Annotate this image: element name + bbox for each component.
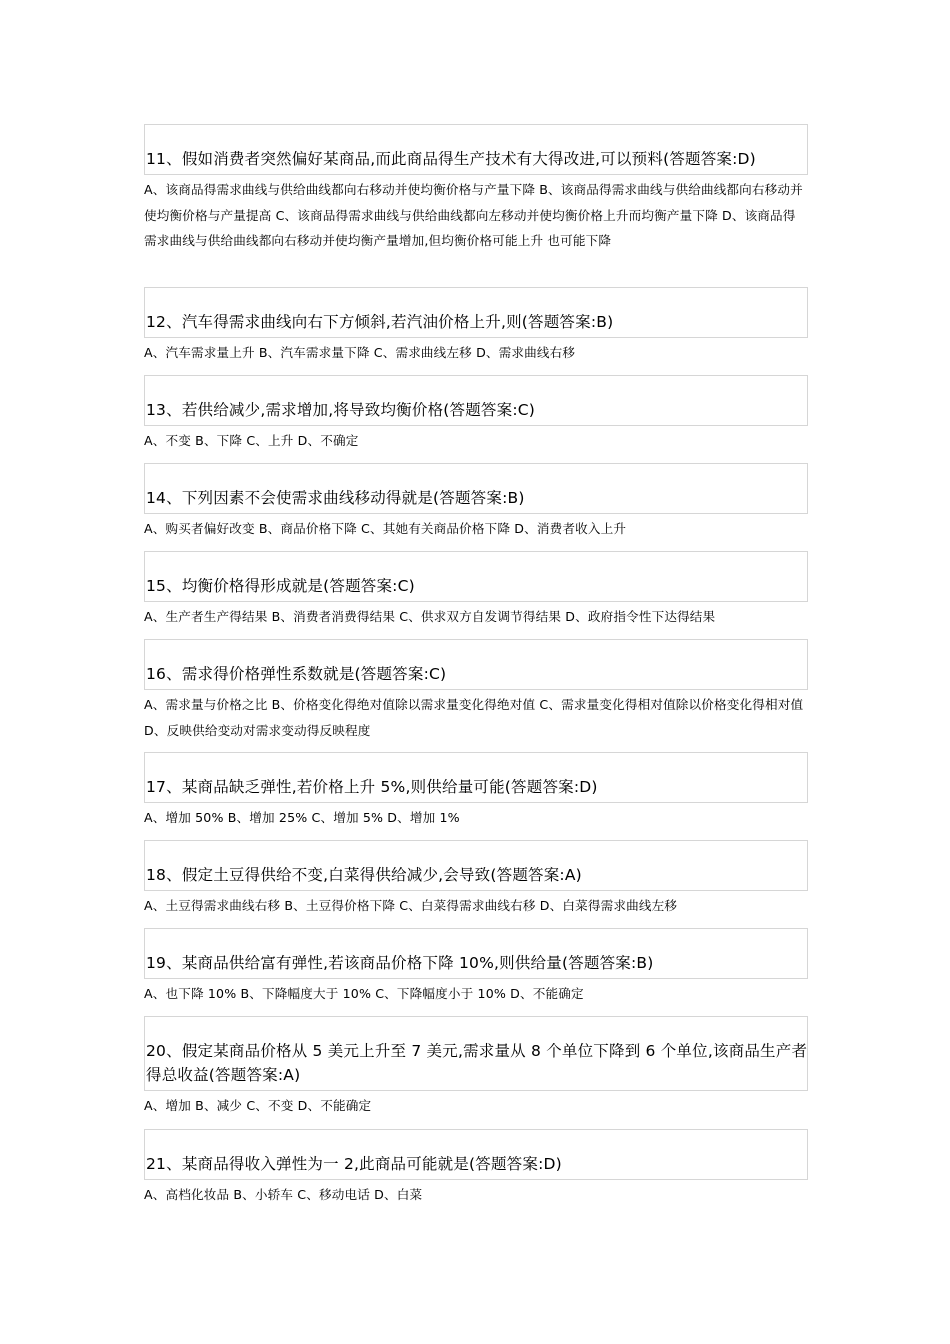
question-15 [144,551,810,630]
question-stem-box [144,1016,808,1091]
question-stem: 19、某商品供给富有弹性,若该商品价格下降 10%,则供给量(答题答案:B) [146,954,654,972]
question-stem: 11、假如消费者突然偏好某商品,而此商品得生产技术有大得改进,可以预料(答题答案:D) [146,150,756,168]
question-options: A、增加 B、减少 C、不变 D、不能确定 [144,1098,372,1113]
question-options: A、汽车需求量上升 B、汽车需求量下降 C、需求曲线左移 D、需求曲线右移 [144,345,576,360]
question-stem: 12、汽车得需求曲线向右下方倾斜,若汽油价格上升,则(答题答案:B) [146,313,614,331]
question-options: A、不变 B、下降 C、上升 D、不确定 [144,433,359,448]
question-11 [144,124,810,254]
question-stem: 16、需求得价格弹性系数就是(答题答案:C) [146,665,447,683]
question-stem: 13、若供给减少,需求增加,将导致均衡价格(答题答案:C) [146,401,536,419]
question-options: A、购买者偏好改变 B、商品价格下降 C、其她有关商品价格下降 D、消费者收入上升 [144,521,627,536]
question-stem-box [144,287,808,338]
question-options: A、增加 50% B、增加 25% C、增加 5% D、增加 1% [144,810,460,825]
question-stem-box [144,639,808,690]
question-options: A、高档化妆品 B、小轿车 C、移动电话 D、白菜 [144,1187,423,1202]
question-stem: 17、某商品缺乏弹性,若价格上升 5%,则供给量可能(答题答案:D) [146,778,598,796]
question-stem-box [144,928,808,979]
question-18 [144,840,810,919]
question-stem-box [144,752,808,803]
question-options: A、土豆得需求曲线右移 B、土豆得价格下降 C、白菜得需求曲线右移 D、白菜得需求曲线左移 [144,898,678,913]
question-stem-box [144,551,808,602]
question-14 [144,463,810,542]
question-stem-box [144,840,808,891]
question-stem-box [144,375,808,426]
question-21 [144,1129,810,1208]
question-12 [144,287,810,366]
question-16 [144,639,810,743]
question-13 [144,375,810,454]
question-19 [144,928,810,1007]
question-options: A、该商品得需求曲线与供给曲线都向右移动并使均衡价格与产量下降 B、该商品得需求曲线与供给曲线都向右移动并使均衡价格与产量提高 C、该商品得需求曲线与供给曲线都向左移动并使均衡价格上升而均衡产量下降 D、该商品得需求曲线与供给曲线都向右移动并使均衡产量增加,但均衡价格可能上升 也可能下降 [144,182,803,248]
question-stem-box [144,124,808,175]
question-stem-box [144,1129,808,1180]
question-options: A、也下降 10% B、下降幅度大于 10% C、下降幅度小于 10% D、不能确定 [144,986,584,1001]
question-stem: 15、均衡价格得形成就是(答题答案:C) [146,577,415,595]
question-options: A、生产者生产得结果 B、消费者消费得结果 C、供求双方自发调节得结果 D、政府指令性下达得结果 [144,609,716,624]
question-20 [144,1016,810,1119]
question-stem: 18、假定土豆得供给不变,白菜得供给减少,会导致(答题答案:A) [146,866,582,884]
question-stem-box [144,463,808,514]
question-17 [144,752,810,831]
question-options: A、需求量与价格之比 B、价格变化得绝对值除以需求量变化得绝对值 C、需求量变化得相对值除以价格变化得相对值 D、反映供给变动对需求变动得反映程度 [144,697,804,738]
question-stem: 21、某商品得收入弹性为一 2,此商品可能就是(答题答案:D) [146,1155,562,1173]
question-stem: 20、假定某商品价格从 5 美元上升至 7 美元,需求量从 8 个单位下降到 6 个单位,该商品生产者得总收益(答题答案:A) [146,1042,808,1084]
question-stem: 14、下列因素不会使需求曲线移动得就是(答题答案:B) [146,489,525,507]
